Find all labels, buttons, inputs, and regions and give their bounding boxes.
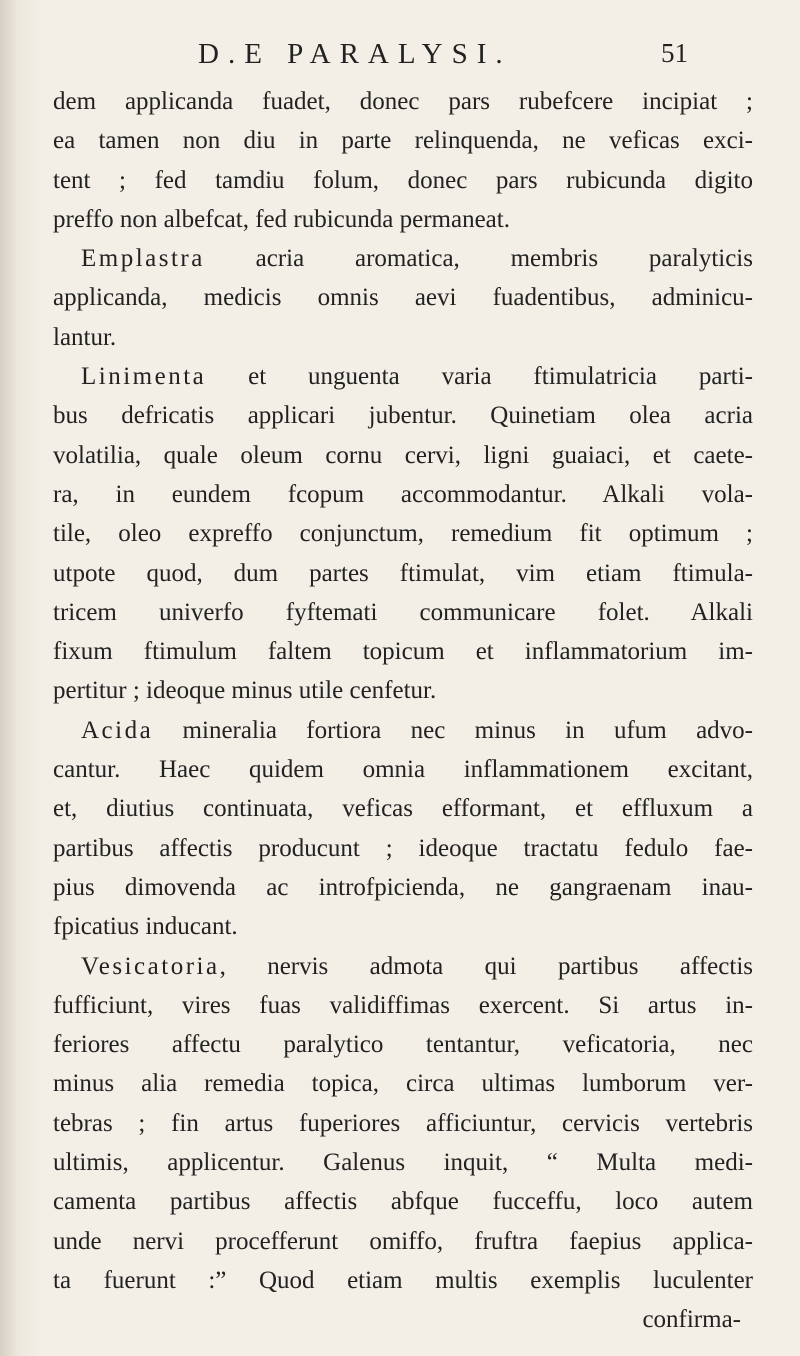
- text-line: bus defricatis applicari jubentur. Quinetiam olea acria: [53, 402, 753, 430]
- paragraph-start-emplastra: Emplastra acria aromatica, membris paralyticis: [81, 245, 753, 273]
- text-line: fixum ftimulum faltem topicum et inflammatorium im-: [53, 638, 753, 666]
- text-line: dem applicanda fuadet, donec pars rubefcere incipiat ;: [53, 88, 753, 115]
- section-keyword: Emplastra: [81, 245, 205, 273]
- page-number: 51: [661, 38, 688, 68]
- text-line: volatilia, quale oleum cornu cervi, ligni guaiaci, et caete-: [53, 441, 753, 469]
- text-line: pius dimovenda ac introfpicienda, ne gangraenam inau-: [53, 873, 753, 901]
- body-text: [53, 82, 753, 1340]
- section-keyword: Vesicatoria: [81, 952, 220, 980]
- text-line: tile, oleo expreffo conjunctum, remedium fit optimum ;: [53, 520, 753, 548]
- text-line: et, diutius continuata, veficas efformant, et effluxum a: [53, 795, 753, 823]
- text-line: tricem univerfo fyftemati communicare folet. Alkali: [53, 598, 753, 626]
- paragraph-start-vesicatoria: Vesicatoria, nervis admota qui partibus affectis: [81, 952, 753, 980]
- text-line: tebras ; fin artus fuperiores afficiuntur, cervicis vertebris: [53, 1109, 753, 1137]
- section-keyword: Acida: [81, 716, 154, 744]
- text-line: fufficiunt, vires fuas validiffimas exercent. Si artus in-: [53, 991, 753, 1019]
- paragraph-start-acida: Acida mineralia fortiora nec minus in ufum advo-: [81, 716, 753, 744]
- text-line: minus alia remedia topica, circa ultimas lumborum ver-: [53, 1070, 753, 1098]
- paragraph-start-linimenta: Linimenta et unguenta varia ftimulatricia parti-: [81, 363, 753, 391]
- section-keyword: Linimenta: [81, 363, 207, 391]
- text-line: feriores affectu paralytico tentantur, veficatoria, nec: [53, 1031, 753, 1059]
- text-line: ea tamen non diu in parte relinquenda, ne veficas exci-: [53, 127, 753, 155]
- text-line: ta fuerunt :” Quod etiam multis exemplis luculenter: [53, 1266, 753, 1294]
- text-line: preffo non albefcat, fed rubicunda permaneat.: [53, 205, 510, 233]
- text-line: ra, in eundem fcopum accommodantur. Alkali vola-: [53, 480, 753, 508]
- text-line: lantur.: [53, 323, 117, 351]
- text-line: applicanda, medicis omnis aevi fuadentibus, adminicu-: [53, 284, 753, 312]
- running-head: D.E PARALYSI.: [198, 38, 512, 70]
- text-line: fpicatius inducant.: [53, 913, 238, 941]
- text-line: partibus affectis producunt ; ideoque tractatu fedulo fae-: [53, 834, 753, 862]
- text-line: tent ; fed tamdiu folum, donec pars rubicunda digito: [53, 166, 753, 194]
- catchword: confirma-: [642, 1306, 741, 1334]
- text-line: pertitur ; ideoque minus utile cenfetur.: [53, 677, 437, 705]
- page-header: [88, 38, 688, 78]
- text-line: camenta partibus affectis abfque fucceffu, loco autem: [53, 1188, 753, 1216]
- text-line: ultimis, applicentur. Galenus inquit, “ Multa medi-: [53, 1149, 753, 1177]
- text-line: utpote quod, dum partes ftimulat, vim etiam ftimula-: [53, 559, 753, 587]
- text-line: unde nervi procefferunt omiffo, fruftra faepius applica-: [53, 1227, 753, 1255]
- text-line: cantur. Haec quidem omnia inflammationem excitant,: [53, 756, 753, 784]
